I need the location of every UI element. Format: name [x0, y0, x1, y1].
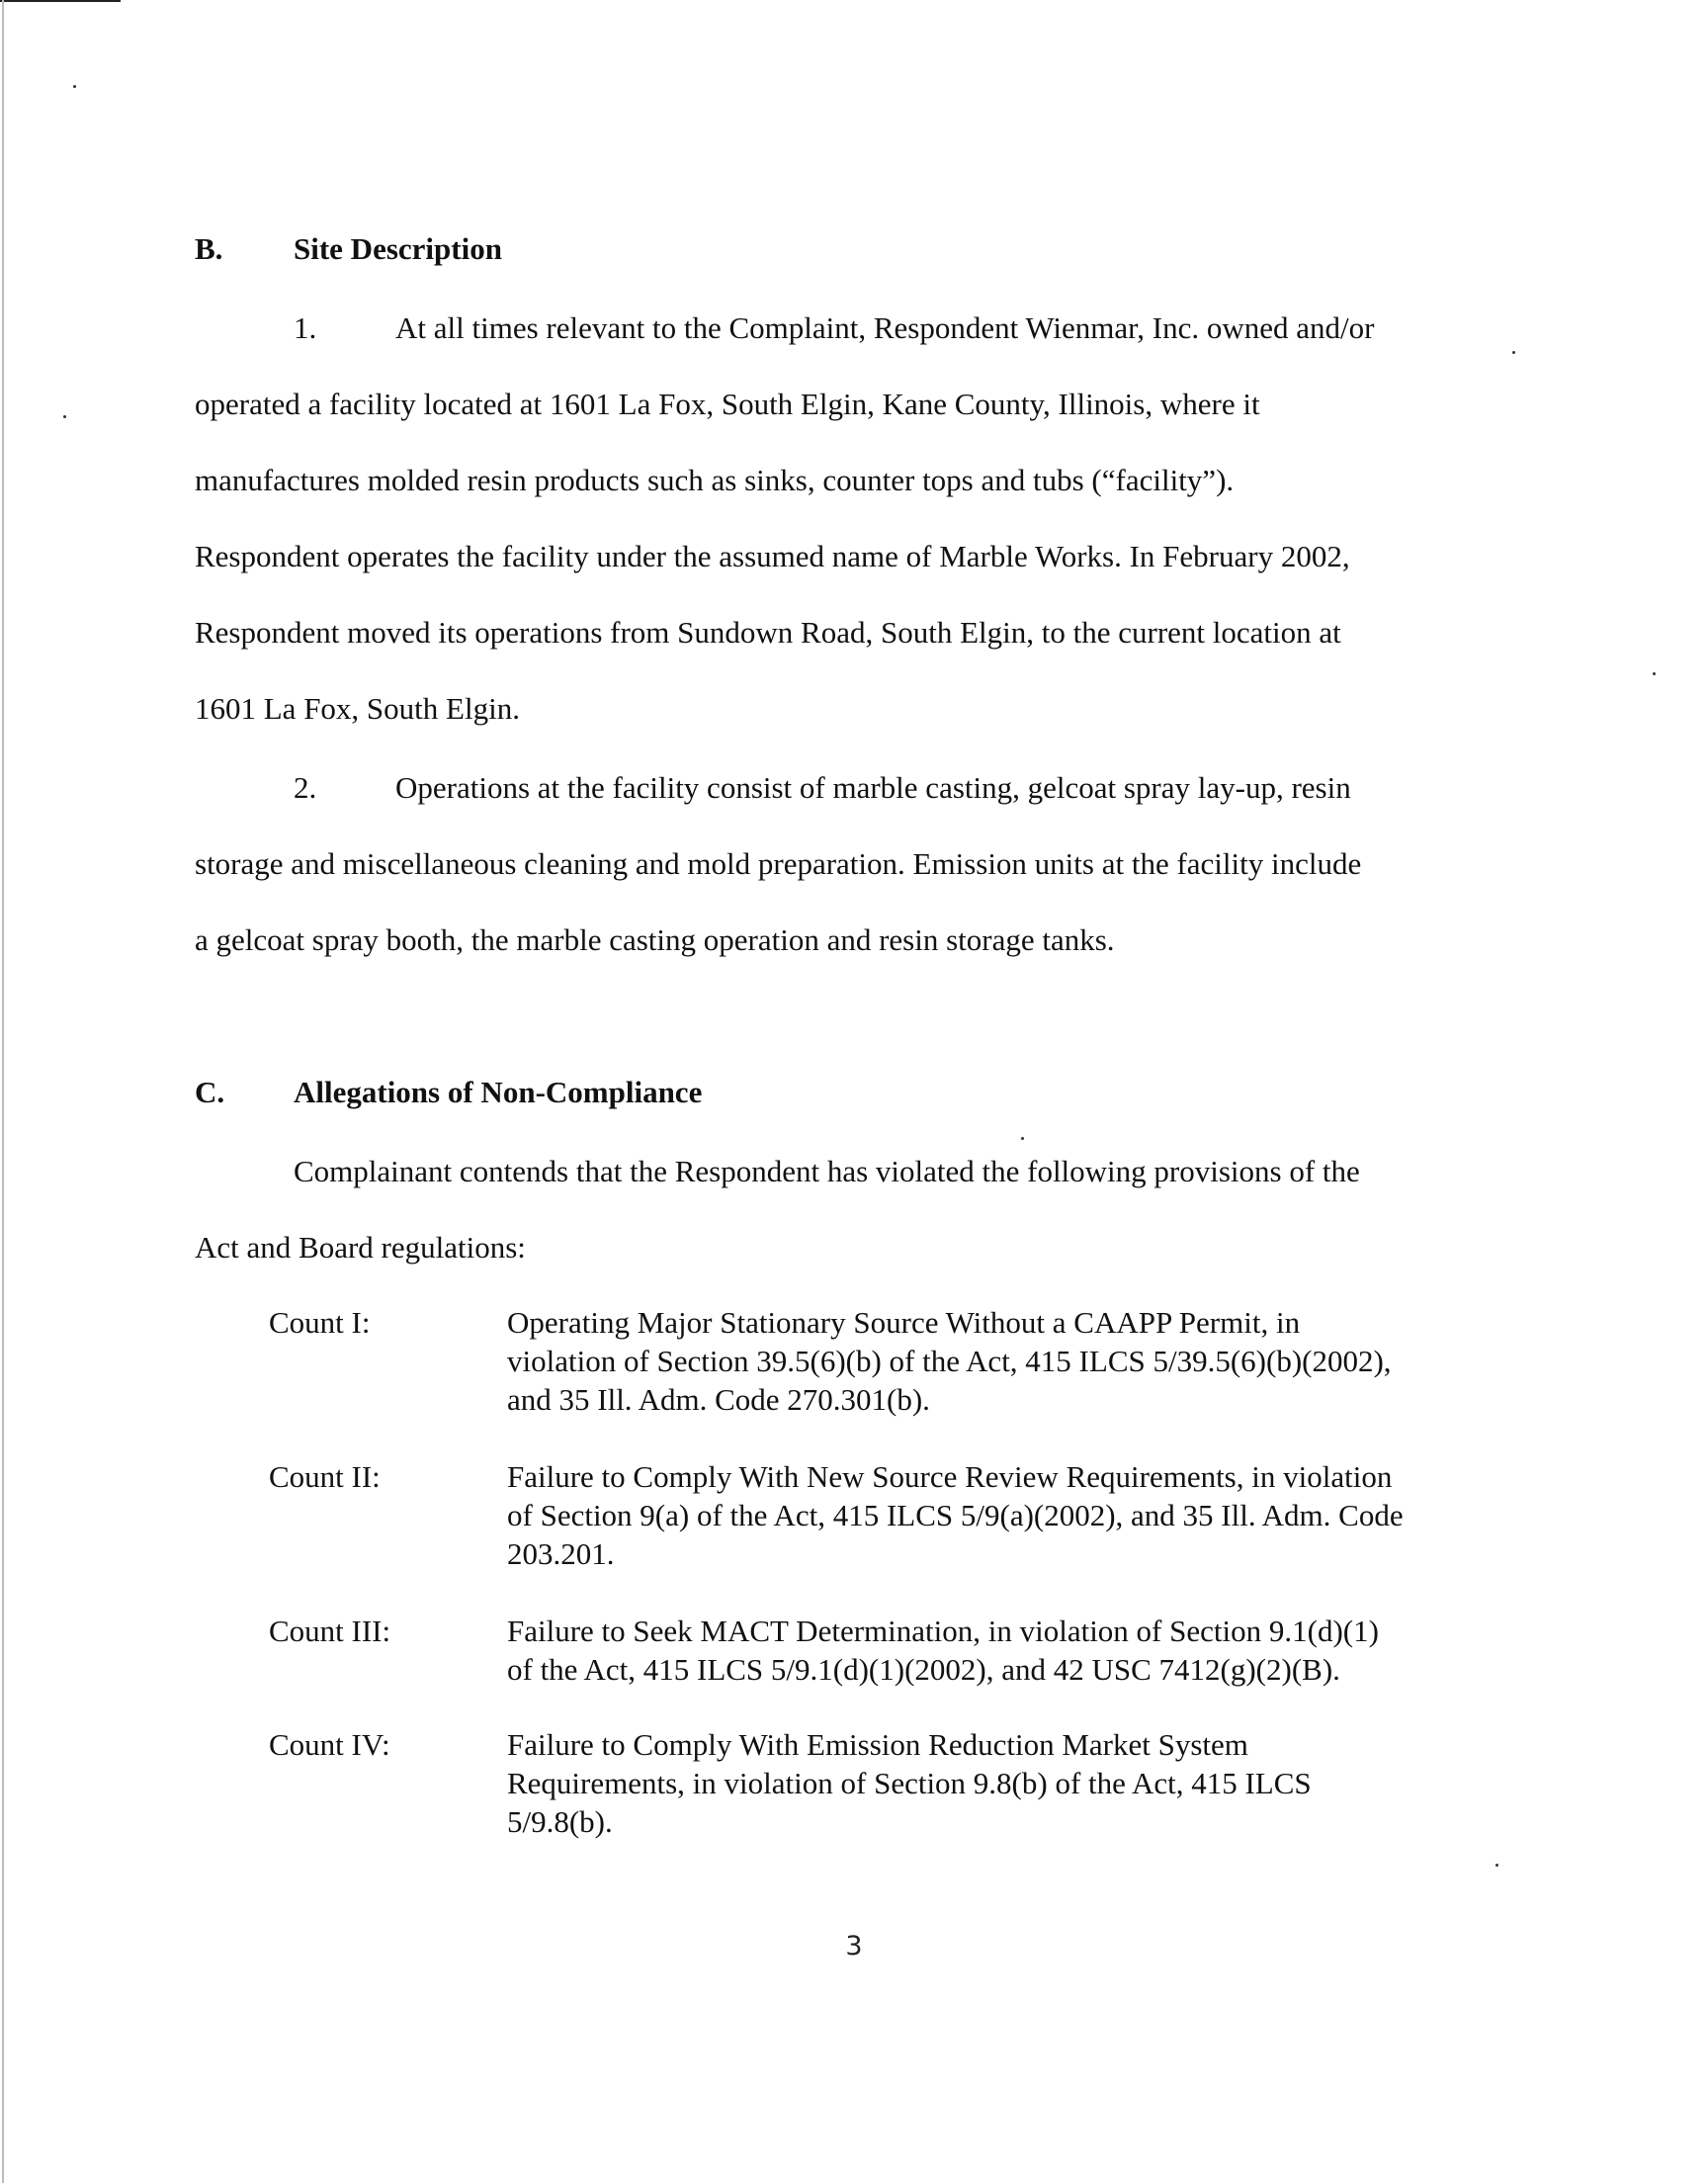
- count-label: Count II:: [269, 1459, 381, 1494]
- count-line: Requirements, in violation of Section 9.8(b) of the Act, 415 ILCS: [507, 1766, 1312, 1800]
- count-line: 203.201.: [507, 1536, 615, 1571]
- count-label: Count I:: [269, 1305, 371, 1340]
- section-b-heading: [195, 229, 502, 269]
- count-description: [507, 1612, 1515, 1689]
- paragraph-text: Operations at the facility consist of marble casting, gelcoat spray lay-up, resin: [395, 770, 1351, 805]
- section-c-letter: C.: [195, 1075, 225, 1109]
- paragraph-line: operated a facility located at 1601 La Fox, South Elgin, Kane County, Illinois, where it: [195, 387, 1260, 421]
- count-line: of the Act, 415 ILCS 5/9.1(d)(1)(2002), and 42 USC 7412(g)(2)(B).: [507, 1652, 1340, 1687]
- paragraph-2: [195, 749, 1519, 978]
- paragraph-line: [195, 749, 1519, 826]
- count-line: Operating Major Stationary Source Without a CAAPP Permit, in: [507, 1305, 1301, 1340]
- paragraph-text: Complainant contends that the Respondent has violated the following provisions of the: [294, 1154, 1360, 1188]
- paragraph-line: [195, 1133, 1519, 1209]
- allegations-intro: [195, 1133, 1519, 1285]
- count-label: Count III:: [269, 1614, 391, 1648]
- paragraph-line: storage and miscellaneous cleaning and mold preparation. Emission units at the facility include: [195, 846, 1362, 881]
- scan-speck: [63, 415, 66, 418]
- paragraph-1: [195, 290, 1519, 746]
- scan-speck: [73, 85, 76, 88]
- scan-speck: [1495, 1864, 1498, 1867]
- paragraph-line: 1601 La Fox, South Elgin.: [195, 691, 520, 726]
- count-line: Failure to Comply With New Source Review Requirements, in violation: [507, 1459, 1393, 1494]
- scan-edge-top: [0, 0, 121, 2]
- paragraph-line: Respondent moved its operations from Sundown Road, South Elgin, to the current location at: [195, 615, 1341, 650]
- paragraph-line: a gelcoat spray booth, the marble casting operation and resin storage tanks.: [195, 922, 1115, 957]
- paragraph-line: [195, 290, 1519, 366]
- page-number: 3: [845, 1931, 863, 1962]
- count-line: Failure to Comply With Emission Reduction Market System: [507, 1727, 1248, 1762]
- count-line: Failure to Seek MACT Determination, in violation of Section 9.1(d)(1): [507, 1614, 1379, 1648]
- paragraph-line: Respondent operates the facility under the assumed name of Marble Works. In February 2002,: [195, 539, 1350, 573]
- count-label: Count IV:: [269, 1727, 390, 1762]
- scan-speck: [1653, 672, 1656, 675]
- scan-edge-left: [2, 0, 4, 2183]
- count-description: [507, 1457, 1515, 1573]
- paragraph-number: 2.: [294, 770, 317, 805]
- count-line: violation of Section 39.5(6)(b) of the Act, 415 ILCS 5/39.5(6)(b)(2002),: [507, 1344, 1392, 1378]
- count-line: 5/9.8(b).: [507, 1804, 613, 1839]
- paragraph-line: Act and Board regulations:: [195, 1230, 526, 1265]
- paragraph-text: At all times relevant to the Complaint, Respondent Wienmar, Inc. owned and/or: [395, 310, 1375, 345]
- section-c-heading: [195, 1073, 702, 1112]
- paragraph-number: 1.: [294, 310, 317, 345]
- count-line: and 35 Ill. Adm. Code 270.301(b).: [507, 1382, 930, 1417]
- paragraph-line: manufactures molded resin products such as sinks, counter tops and tubs (“facility”).: [195, 463, 1235, 497]
- section-b-title: Site Description: [294, 231, 502, 266]
- section-c-title: Allegations of Non-Compliance: [294, 1075, 703, 1109]
- count-description: [507, 1725, 1515, 1841]
- count-description: [507, 1303, 1515, 1419]
- count-line: of Section 9(a) of the Act, 415 ILCS 5/9(a)(2002), and 35 Ill. Adm. Code: [507, 1498, 1404, 1532]
- section-b-letter: B.: [195, 231, 223, 266]
